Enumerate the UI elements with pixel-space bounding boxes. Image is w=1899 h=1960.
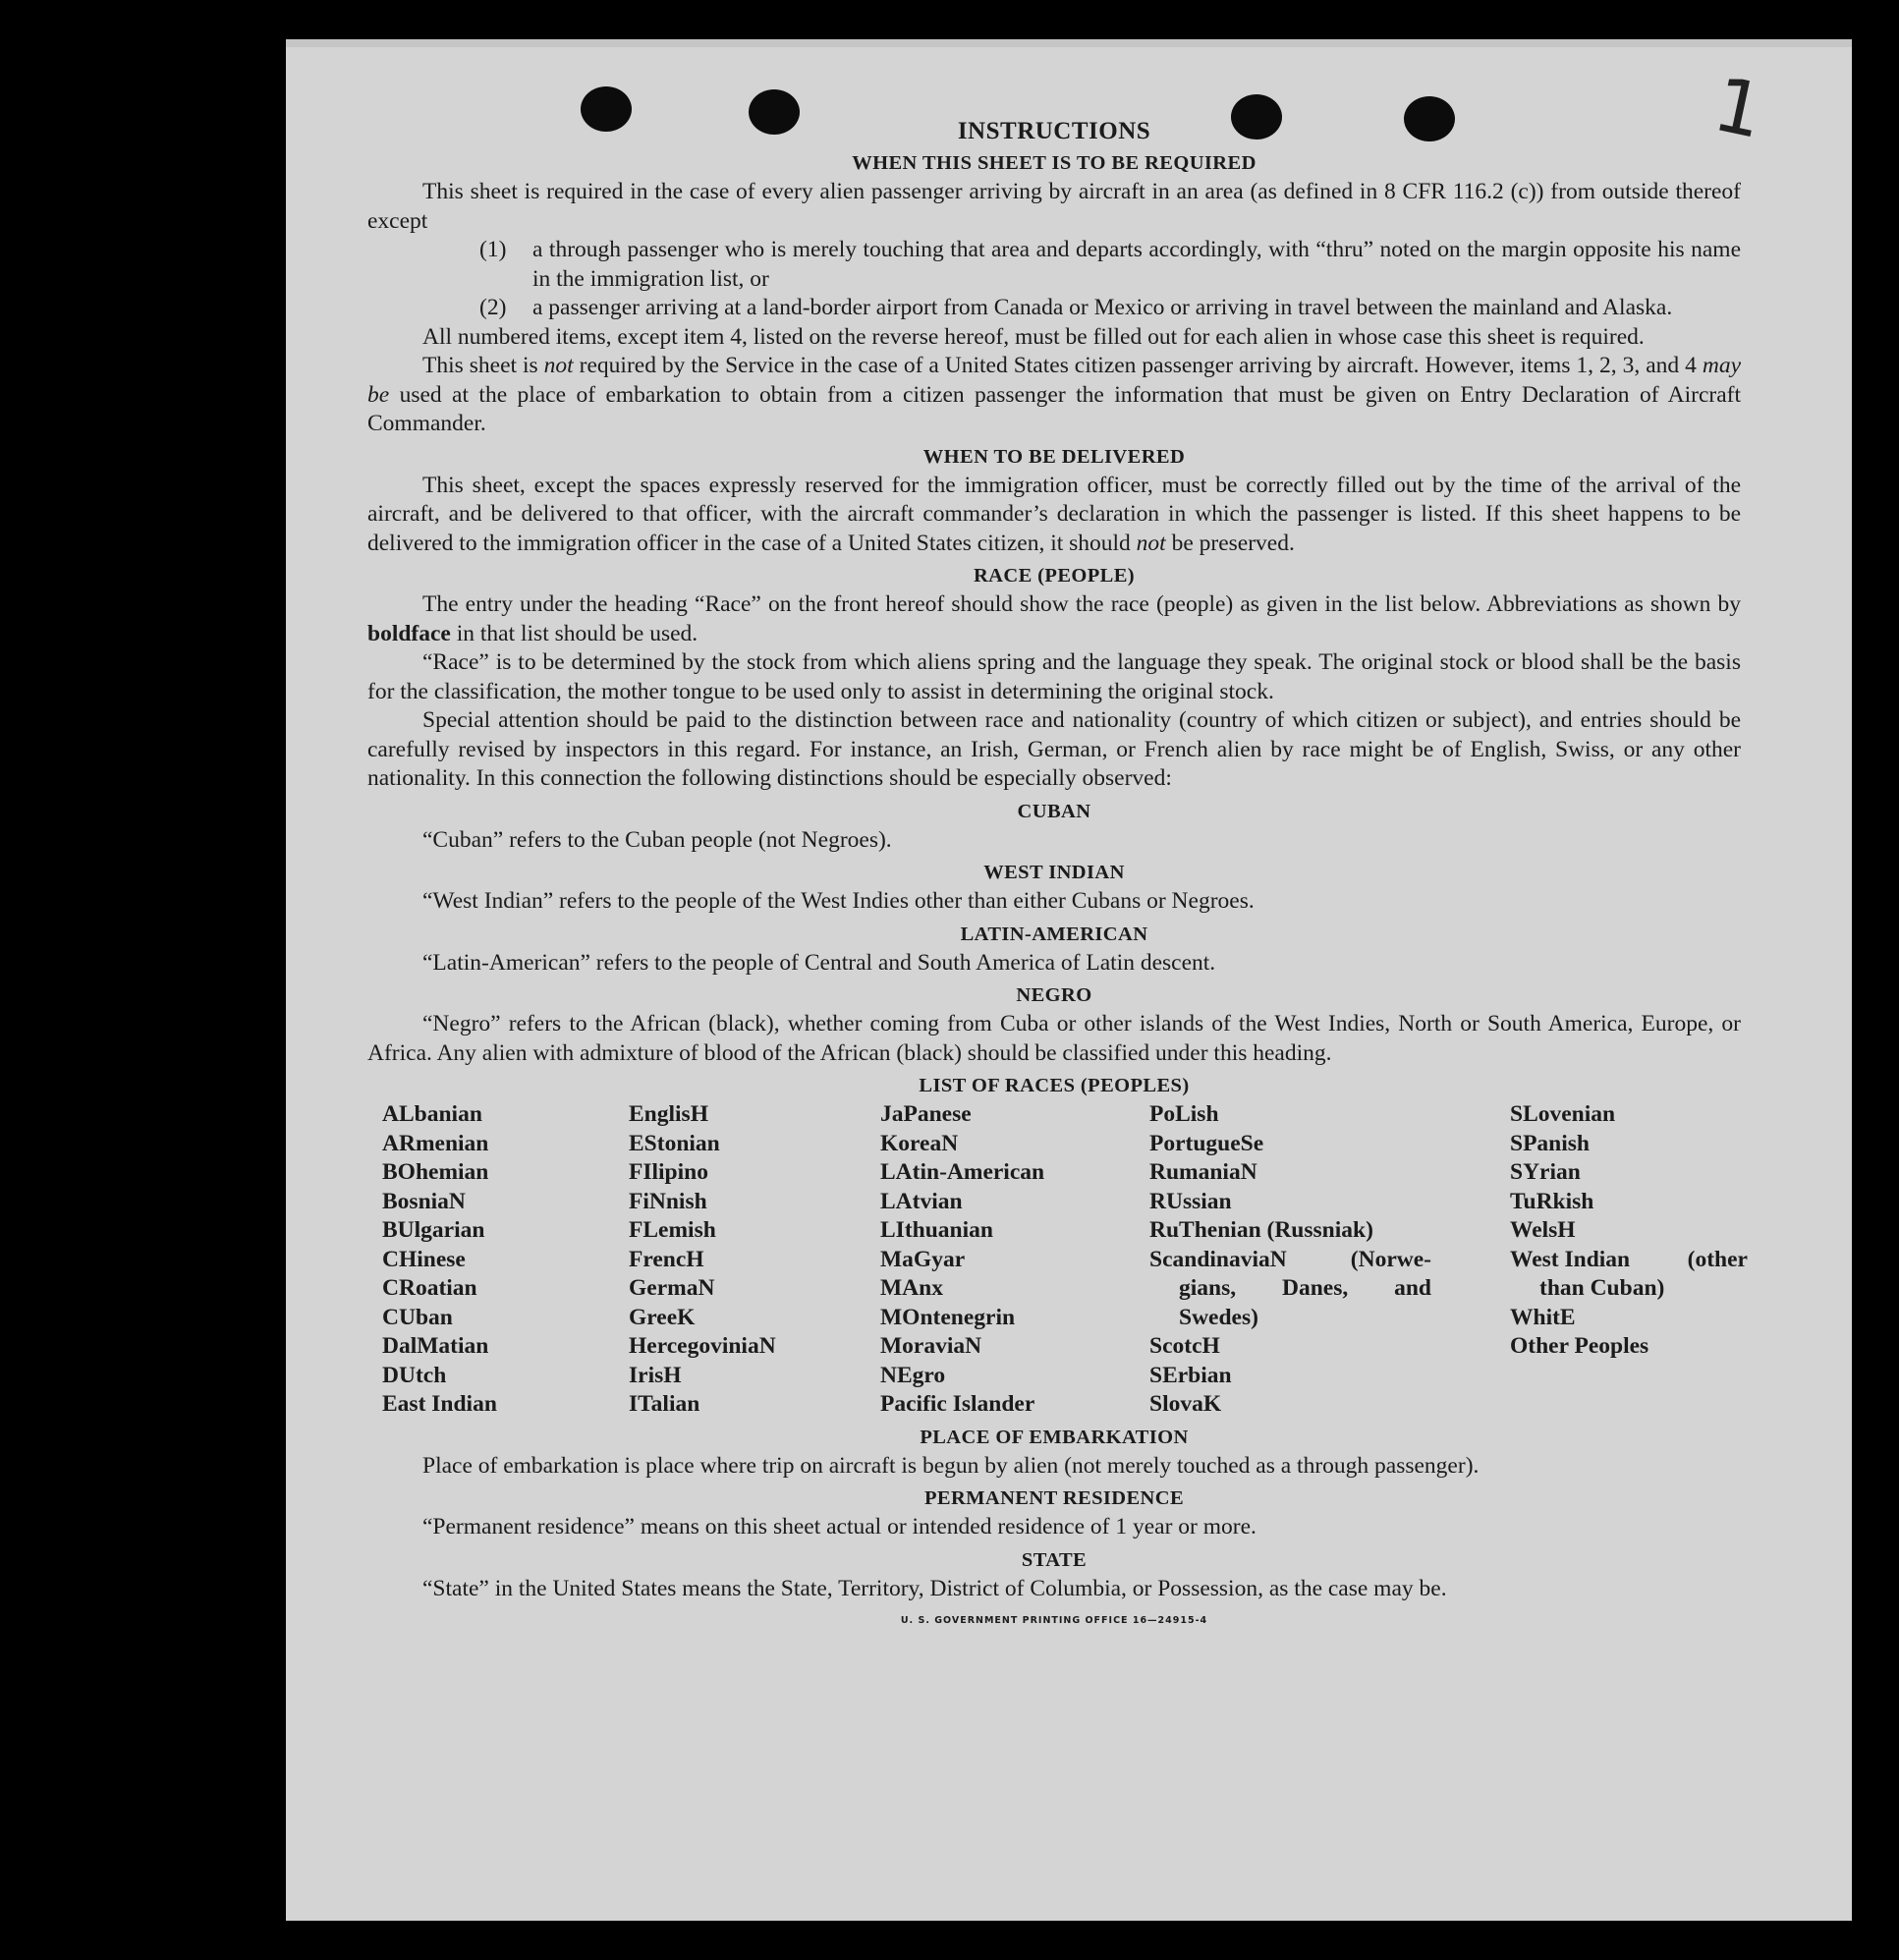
list-item: SLovenian: [1510, 1101, 1616, 1127]
list-item: WelsH: [1510, 1217, 1576, 1243]
list-item: ScandinaviaN (Norwe-: [1149, 1246, 1431, 1272]
list-item: MOntenegrin: [880, 1304, 1016, 1330]
list-item: EnglisH: [629, 1101, 708, 1127]
paragraph-required: This sheet is required in the case of every alien passenger arriving by aircraft in an area (as defined in 8 CFR 116.2 (c)) from outside thereof except: [367, 179, 1741, 234]
section-heading-latin-american: LATIN-AMERICAN: [960, 923, 1148, 945]
list-item: LAtvian: [880, 1188, 963, 1214]
list-item: RUssian: [1149, 1188, 1232, 1214]
printer-imprint: U. S. GOVERNMENT PRINTING OFFICE 16—24915-4: [900, 1615, 1208, 1626]
list-item: KoreaN: [880, 1130, 959, 1156]
list-item: IrisH: [629, 1362, 682, 1388]
races-column-4: [1149, 1100, 1510, 1420]
races-column-5: [1510, 1100, 1756, 1420]
list-item: CUban: [382, 1304, 453, 1330]
list-item: SPanish: [1510, 1130, 1590, 1156]
races-column-3: [880, 1100, 1149, 1420]
paragraph-state: “State” in the United States means the State, Territory, District of Columbia, or Possession, as the case may be.: [422, 1575, 1447, 1601]
list-item: FIlipino: [629, 1159, 708, 1185]
list-item: Other Peoples: [1510, 1333, 1649, 1359]
list-item: MAnx: [880, 1275, 943, 1301]
list-item: DalMatian: [382, 1333, 489, 1359]
section-heading-delivered: WHEN TO BE DELIVERED: [922, 445, 1186, 468]
list-item: MaGyar: [880, 1246, 966, 1272]
list-item: BUlgarian: [382, 1217, 485, 1243]
paragraph-numbered-items: All numbered items, except item 4, listed on the reverse hereof, must be filled out for each alien in whose case this sheet is required.: [422, 323, 1645, 350]
list-item: SErbian: [1149, 1362, 1232, 1388]
list-item: SlovaK: [1149, 1391, 1222, 1417]
paragraph-citizen: This sheet is not required by the Service in the case of a United States citizen passenger arriving by aircraft. However, items 1, 2, 3, and 4 may be used at the place of embarkation to obtain from a citizen passenger the information that must be given on Entry Declaration of Aircraft Commander.: [367, 353, 1741, 436]
list-item: FiNnish: [629, 1188, 707, 1214]
list-item: RuThenian (Russniak): [1149, 1217, 1373, 1243]
paragraph-cuban: “Cuban” refers to the Cuban people (not Negroes).: [422, 826, 892, 853]
list-item: GreeK: [629, 1304, 696, 1330]
list-item: TuRkish: [1510, 1188, 1594, 1214]
list-item: LAtin-American: [880, 1159, 1045, 1185]
list-item: GermaN: [629, 1275, 715, 1301]
paragraph-delivered: This sheet, except the spaces expressly reserved for the immigration officer, must be correctly filled out by the time of the arrival of the aircraft, and be delivered to that officer, with the aircraft commander’s declaration in which the passenger is listed. If this sheet happens to be delivered to the immigration officer in the case of a United States citizen, it should not be preserved.: [367, 472, 1741, 556]
section-heading-cuban: CUBAN: [1017, 800, 1091, 822]
list-item: HercegoviniaN: [629, 1333, 776, 1359]
list-item: Pacific Islander: [880, 1391, 1035, 1417]
section-heading-race: RACE (PEOPLE): [973, 565, 1136, 587]
list-item: DUtch: [382, 1362, 447, 1388]
list-item: SYrian: [1510, 1159, 1581, 1185]
list-item: ALbanian: [382, 1101, 482, 1127]
paragraph-residence: “Permanent residence” means on this sheet actual or intended residence of 1 year or more.: [422, 1514, 1257, 1540]
paragraph-race-nationality: Special attention should be paid to the distinction between race and nationality (country of which citizen or subject), and entries should be carefully revised by inspectors in this regard. For instance, an Irish, German, or French alien by race might be of English, Swiss, or any other nationality. In this connection the following distinctions should be especially observed:: [367, 707, 1741, 791]
section-heading-embarkation: PLACE OF EMBARKATION: [920, 1426, 1189, 1448]
instructions-content: [367, 116, 1748, 1626]
page-number-mark: 1: [1706, 59, 1772, 156]
paragraph-negro: “Negro” refers to the African (black), whether coming from Cuba or other islands of the West Indies, North or South America, Europe, or Africa. Any alien with admixture of blood of the African (black) should be classified under this heading.: [367, 1011, 1741, 1066]
list-item: ARmenian: [382, 1130, 489, 1156]
list-item-continuation: than Cuban): [1539, 1275, 1665, 1301]
races-column-2: [629, 1100, 880, 1420]
list-item: JaPanese: [880, 1101, 972, 1127]
list-item: BosniaN: [382, 1188, 466, 1214]
section-heading-required: WHEN THIS SHEET IS TO BE REQUIRED: [852, 152, 1257, 174]
list-item: EStonian: [629, 1130, 720, 1156]
list-item: CHinese: [382, 1246, 466, 1272]
section-heading-west-indian: WEST INDIAN: [983, 862, 1125, 883]
list-item: MoraviaN: [880, 1333, 982, 1359]
list-item-continuation: Swedes): [1179, 1304, 1258, 1330]
page-title: INSTRUCTIONS: [957, 118, 1151, 144]
list-item: FLemish: [629, 1217, 716, 1243]
list-item: ScotcH: [1149, 1333, 1220, 1359]
list-item: FrencH: [629, 1246, 704, 1272]
paragraph-embarkation: Place of embarkation is place where trip on aircraft is begun by alien (not merely touched as a through passenger).: [422, 1452, 1480, 1479]
list-item: NEgro: [880, 1362, 946, 1388]
section-heading-residence: PERMANENT RESIDENCE: [923, 1487, 1185, 1509]
paragraph-race-definition: “Race” is to be determined by the stock from which aliens spring and the language they speak. The original stock or blood shall be the basis for the classification, the mother tongue to be used only to assist in determining the original stock.: [367, 649, 1741, 704]
section-heading-state: STATE: [1021, 1548, 1088, 1571]
list-item: CRoatian: [382, 1275, 477, 1301]
list-item-continuation: gians, Danes, and: [1179, 1275, 1431, 1301]
list-item: PortugueSe: [1149, 1130, 1264, 1156]
list-item: LIthuanian: [880, 1217, 993, 1243]
list-item: ITalian: [629, 1391, 700, 1417]
section-heading-races-list: LIST OF RACES (PEOPLES): [919, 1075, 1190, 1096]
list-item: BOhemian: [382, 1159, 489, 1185]
list-item: West Indian (other: [1510, 1246, 1748, 1272]
list-item: East Indian: [382, 1391, 497, 1417]
list-item: (2) a passenger arriving at a land-border airport from Canada or Mexico or arriving in travel between the mainland and Alaska.: [479, 295, 1673, 320]
section-heading-negro: NEGRO: [1016, 984, 1092, 1006]
races-list: [382, 1100, 1748, 1420]
list-item: PoLish: [1149, 1101, 1219, 1127]
races-column-1: [382, 1100, 629, 1420]
paragraph-latin-american: “Latin-American” refers to the people of Central and South America of Latin descent.: [422, 949, 1216, 976]
list-item: (1) a through passenger who is merely touching that area and departs accordingly, with “thru” noted on the margin opposite his name in the immigration list, or: [479, 237, 1741, 292]
list-item: WhitE: [1510, 1304, 1576, 1330]
list-item: RumaniaN: [1149, 1159, 1257, 1185]
paragraph-race-entry: The entry under the heading “Race” on the front hereof should show the race (people) as given in the list below. Abbreviations as shown by boldface in that list should be used.: [367, 591, 1741, 646]
paragraph-west-indian: “West Indian” refers to the people of the West Indies other than either Cubans or Negroes.: [422, 888, 1255, 914]
